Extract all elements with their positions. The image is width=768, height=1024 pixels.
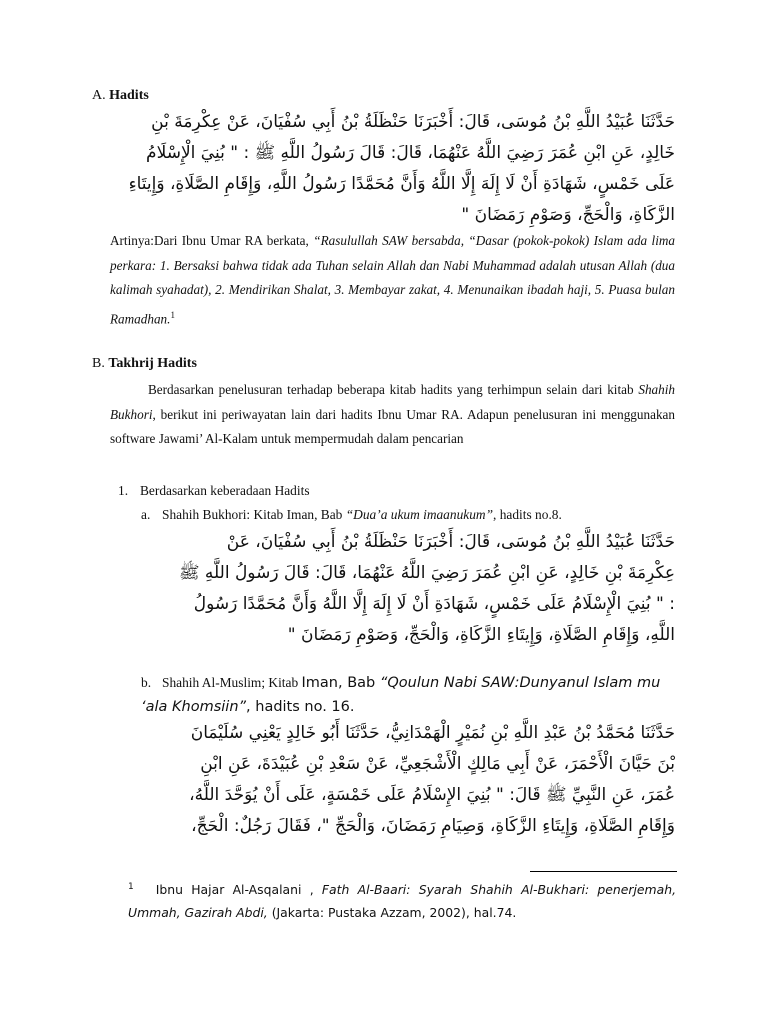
section-b-letter: B. [92, 356, 105, 371]
section-a-translation [110, 229, 675, 331]
item-letter: b. [141, 675, 152, 690]
translation-italic: “Rasulullah SAW bersabda, “Dasar (pokok-pokok) Islam ada lima perkara: 1. Bersaksi bahwa tidak ada Tuhan selain Allah dan Nabi Muhammad adalah utusan Allah (dua kalimah syahadat), 2. Mendirikan Shalat, 3. Membayar zakat, 4. Menunaikan ibadah haji, 5. Puasa bulan Ramadhan. [110, 233, 675, 326]
footnote-author: Ibnu Hajar Al-Asqalani , [155, 882, 322, 898]
footnote-ref[interactable]: 1 [170, 309, 175, 320]
translation-prefix: Artinya:Dari Ibnu Umar RA berkata, [110, 233, 314, 248]
arabic-line: : " بُنِيَ الْإِسْلَامُ عَلَى خَمْسٍ، شَهَادَةِ أَنْ لَا إِلَهَ إِلَّا اللَّهُ وَأَنَّ مُحَمَّدًا رَسُولُ [193, 594, 675, 614]
arabic-line: عَلَى خَمْسٍ، شَهَادَةِ أَنْ لَا إِلَهَ إِلَّا اللَّهُ وَأَنَّ مُحَمَّدًا رَسُولُ اللَّهِ، وَإِقَامِ الصَّلَاةِ، وَإِيتَاءِ [128, 174, 675, 194]
intro-text-2: , berikut ini periwayatan lain dari hadits Ibnu Umar RA. Adapun penelusuran ini menggunakan software Jawami’ Al-Kalam untuk mempermudah dalam pencarian [110, 406, 675, 446]
item-a-italic: “Dua’a ukum imaanukum” [345, 507, 494, 522]
arabic-line: حَدَّثَنَا عُبَيْدُ اللَّهِ بْنُ مُوسَى، قَالَ: أَخْبَرَنَا حَنْظَلَةُ بْنُ أَبِي سُفْيَانَ، عَنْ [226, 532, 675, 552]
list-item-b [141, 671, 676, 719]
list-number: 1. [118, 483, 129, 498]
footnote [128, 876, 676, 924]
intro-text-1: Berdasarkan penelusuran terhadap beberapa kitab hadits yang terhimpun selain dari kitab [148, 382, 639, 397]
arabic-line: وَإِقَامِ الصَّلَاةِ، وَإِيتَاءِ الزَّكَاةِ، وَصِيَامِ رَمَضَانَ، وَالْحَجِّ "، فَقَالَ رَجُلٌ: الْحَجِّ، [191, 816, 675, 836]
item-letter: a. [141, 507, 151, 522]
footnote-separator [530, 871, 677, 872]
arabic-line: حَدَّثَنَا مُحَمَّدُ بْنُ عَبْدِ اللَّهِ بْنِ نُمَيْرٍ الْهَمْدَانِيُّ، حَدَّثَنَا أَبُو خَالِدٍ يَعْنِي سُلَيْمَانَ [190, 723, 675, 743]
footnote-title: Fath Al-Baari: Syarah Shahih Al-Bukhari: penerjemah, Ummah, Gazirah Abdi, [128, 882, 677, 921]
arabic-line: عِكْرِمَةَ بْنِ خَالِدٍ، عَنِ ابْنِ عُمَرَ رَضِيَ اللَّهُ عَنْهُمَا، قَالَ: قَالَ رَسُولُ اللَّهِ ﷺ [178, 563, 675, 583]
item-b-text-1: Shahih Al-Muslim; Kitab [162, 675, 302, 690]
list-text: Berdasarkan keberadaan Hadits [140, 483, 310, 498]
footnote-number: 1 [128, 882, 134, 892]
section-b-title: Takhrij Hadits [108, 356, 197, 371]
arabic-line: خَالِدٍ، عَنِ ابْنِ عُمَرَ رَضِيَ اللَّهُ عَنْهُمَا، قَالَ: قَالَ رَسُولُ اللَّهِ ﷺ : " بُنِيَ الْإِسْلَامُ [146, 143, 675, 163]
list-item-a [141, 507, 676, 523]
item-b-italic: “Qoulun Nabi SAW:Dunyanul Islam mu ‘ala Khomsiin” [141, 675, 661, 715]
arabic-line: بْنَ حَيَّانَ الْأَحْمَرَ، عَنْ أَبِي مَالِكٍ الْأَشْجَعِيِّ، عَنْ سَعْدِ بْنِ عُبَيْدَةَ، عَنِ ابْنِ [200, 754, 675, 774]
item-b-arabic [162, 718, 675, 842]
item-b-text-2: , hadits no. 16. [246, 699, 355, 715]
item-a-text-2: , hadits no.8. [493, 507, 562, 522]
intro-italic: Shahih Bukhori [110, 382, 675, 422]
section-a-title: Hadits [109, 88, 149, 103]
arabic-line: عُمَرَ، عَنِ النَّبِيِّ ﷺ قَالَ: " بُنِيَ الإِسْلَامُ عَلَى خَمْسَةٍ، عَلَى أَنْ يُوَحَّدَ اللَّهُ، [189, 785, 675, 805]
section-b-heading [92, 356, 197, 372]
list-item-1 [118, 483, 310, 499]
section-a-letter: A. [92, 88, 106, 103]
item-b-sans: Iman, Bab [301, 675, 380, 691]
section-a-arabic [110, 107, 675, 231]
section-a-heading [92, 88, 149, 104]
item-a-text-1: Shahih Bukhori: Kitab Iman, Bab [162, 507, 346, 522]
footnote-rest: (Jakarta: Pustaka Azzam, 2002), hal.74. [267, 905, 517, 921]
arabic-line: حَدَّثَنَا عُبَيْدُ اللَّهِ بْنُ مُوسَى، قَالَ: أَخْبَرَنَا حَنْظَلَةُ بْنُ أَبِي سُفْيَانَ، عَنْ عِكْرِمَةَ بْنِ [151, 112, 675, 132]
section-b-intro [110, 378, 675, 452]
arabic-line: اللَّهِ، وَإِقَامِ الصَّلَاةِ، وَإِيتَاءِ الزَّكَاةِ، وَالْحَجِّ، وَصَوْمِ رَمَضَانَ " [287, 625, 675, 645]
arabic-line: الزَّكَاةِ، وَالْحَجِّ، وَصَوْمِ رَمَضَانَ " [461, 205, 675, 225]
item-a-arabic [162, 527, 675, 651]
